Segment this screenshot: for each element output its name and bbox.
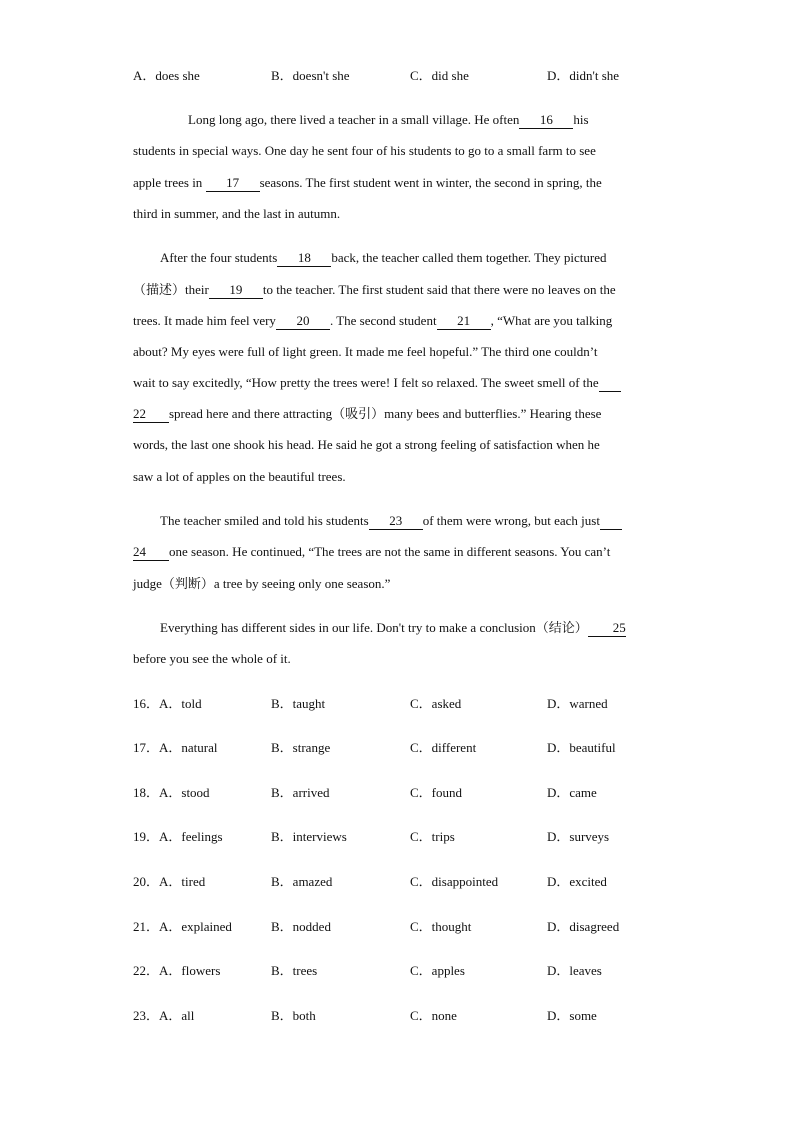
blank-19[interactable]: 19 <box>209 281 263 299</box>
option-d[interactable]: D．didn't she <box>547 68 620 83</box>
option-a[interactable]: 21．A．explained <box>133 919 232 934</box>
option-b[interactable]: B．nodded <box>271 919 331 934</box>
passage-line: Long long ago, there lived a teacher in a small village. He often 16 his <box>188 112 589 127</box>
option-b[interactable]: B．trees <box>271 963 318 978</box>
passage-line: Everything has different sides in our life. Don't try to make a conclusion（结论） 25 <box>160 620 626 635</box>
passage-line: trees. It made him feel very 20 . The second student 21 , “What are you talking <box>133 313 613 328</box>
option-a[interactable]: 20．A．tired <box>133 874 206 889</box>
blank-23[interactable]: 23 <box>369 512 423 530</box>
option-d[interactable]: D．disagreed <box>547 919 620 934</box>
passage-line: students in special ways. One day he sent four of his students to go to a small farm to see <box>133 143 596 158</box>
option-c[interactable]: C．different <box>410 740 477 755</box>
option-c[interactable]: C．did she <box>410 68 469 83</box>
passage-line: before you see the whole of it. <box>133 651 291 666</box>
blank-22[interactable]: 22 <box>133 405 169 423</box>
passage-line: about? My eyes were full of light green. It made me feel hopeful.” The third one couldn’t <box>133 344 598 359</box>
option-c[interactable]: C．asked <box>410 696 462 711</box>
passage-line: （描述）their 19 to the teacher. The first student said that there were no leaves on the <box>133 282 616 297</box>
option-d[interactable]: D．warned <box>547 696 608 711</box>
passage-line: After the four students 18 back, the teacher called them together. They pictured <box>160 250 607 265</box>
option-b[interactable]: B．amazed <box>271 874 333 889</box>
question-22 <box>133 961 693 981</box>
option-b[interactable]: B．both <box>271 1008 316 1023</box>
question-17 <box>133 738 693 758</box>
option-a[interactable]: 19．A．feelings <box>133 829 223 844</box>
blank-22-line-start <box>599 374 621 392</box>
blank-24[interactable]: 24 <box>133 543 169 561</box>
option-d[interactable]: D．surveys <box>547 829 610 844</box>
passage-line: 24 one season. He continued, “The trees are not the same in different seasons. You can’t <box>133 544 611 559</box>
blank-20[interactable]: 20 <box>276 312 330 330</box>
question-16 <box>133 694 693 714</box>
passage-line: apple trees in 17 seasons. The first student went in winter, the second in spring, the <box>133 175 602 190</box>
passage-line: The teacher smiled and told his students 23 of them were wrong, but each just <box>160 511 695 531</box>
option-a[interactable]: A．does she <box>133 68 200 83</box>
option-c[interactable]: C．disappointed <box>410 874 499 889</box>
option-b[interactable]: B．arrived <box>271 785 330 800</box>
option-c[interactable]: C．thought <box>410 919 472 934</box>
blank-24-line-start <box>600 512 622 530</box>
question-23 <box>133 1006 693 1026</box>
option-a[interactable]: 17．A．natural <box>133 740 218 755</box>
option-c[interactable]: C．trips <box>410 829 455 844</box>
blank-21[interactable]: 21 <box>437 312 491 330</box>
blank-17[interactable]: 17 <box>206 174 260 192</box>
question-19 <box>133 827 693 847</box>
passage-line: words, the last one shook his head. He said he got a strong feeling of satisfaction when he <box>133 437 600 452</box>
question-21 <box>133 917 693 937</box>
option-a[interactable]: 22．A．flowers <box>133 963 221 978</box>
option-c[interactable]: C．none <box>410 1008 457 1023</box>
option-a[interactable]: 23．A．all <box>133 1008 195 1023</box>
option-d[interactable]: D．some <box>547 1008 597 1023</box>
passage-line: 22 spread here and there attracting（吸引）many bees and butterflies.” Hearing these <box>133 406 602 421</box>
passage-line: wait to say excitedly, “How pretty the trees were! I felt so relaxed. The sweet smell of the <box>133 373 668 393</box>
question-18 <box>133 783 693 803</box>
option-d[interactable]: D．came <box>547 785 597 800</box>
blank-16[interactable]: 16 <box>519 111 573 129</box>
option-d[interactable]: D．leaves <box>547 963 602 978</box>
passage-line: saw a lot of apples on the beautiful trees. <box>133 469 346 484</box>
option-c[interactable]: C．found <box>410 785 463 800</box>
option-b[interactable]: B．strange <box>271 740 331 755</box>
option-d[interactable]: D．excited <box>547 874 607 889</box>
option-a[interactable]: 16．A．told <box>133 696 202 711</box>
option-b[interactable]: B．doesn't she <box>271 68 350 83</box>
blank-18[interactable]: 18 <box>277 249 331 267</box>
option-b[interactable]: B．interviews <box>271 829 347 844</box>
blank-25[interactable]: 25 <box>588 619 626 637</box>
question-15-options <box>133 66 693 86</box>
option-d[interactable]: D．beautiful <box>547 740 616 755</box>
option-c[interactable]: C．apples <box>410 963 465 978</box>
option-a[interactable]: 18．A．stood <box>133 785 210 800</box>
passage-line: third in summer, and the last in autumn. <box>133 206 341 221</box>
option-b[interactable]: B．taught <box>271 696 326 711</box>
question-20 <box>133 872 693 892</box>
passage-line: judge（判断）a tree by seeing only one season.” <box>133 576 391 591</box>
